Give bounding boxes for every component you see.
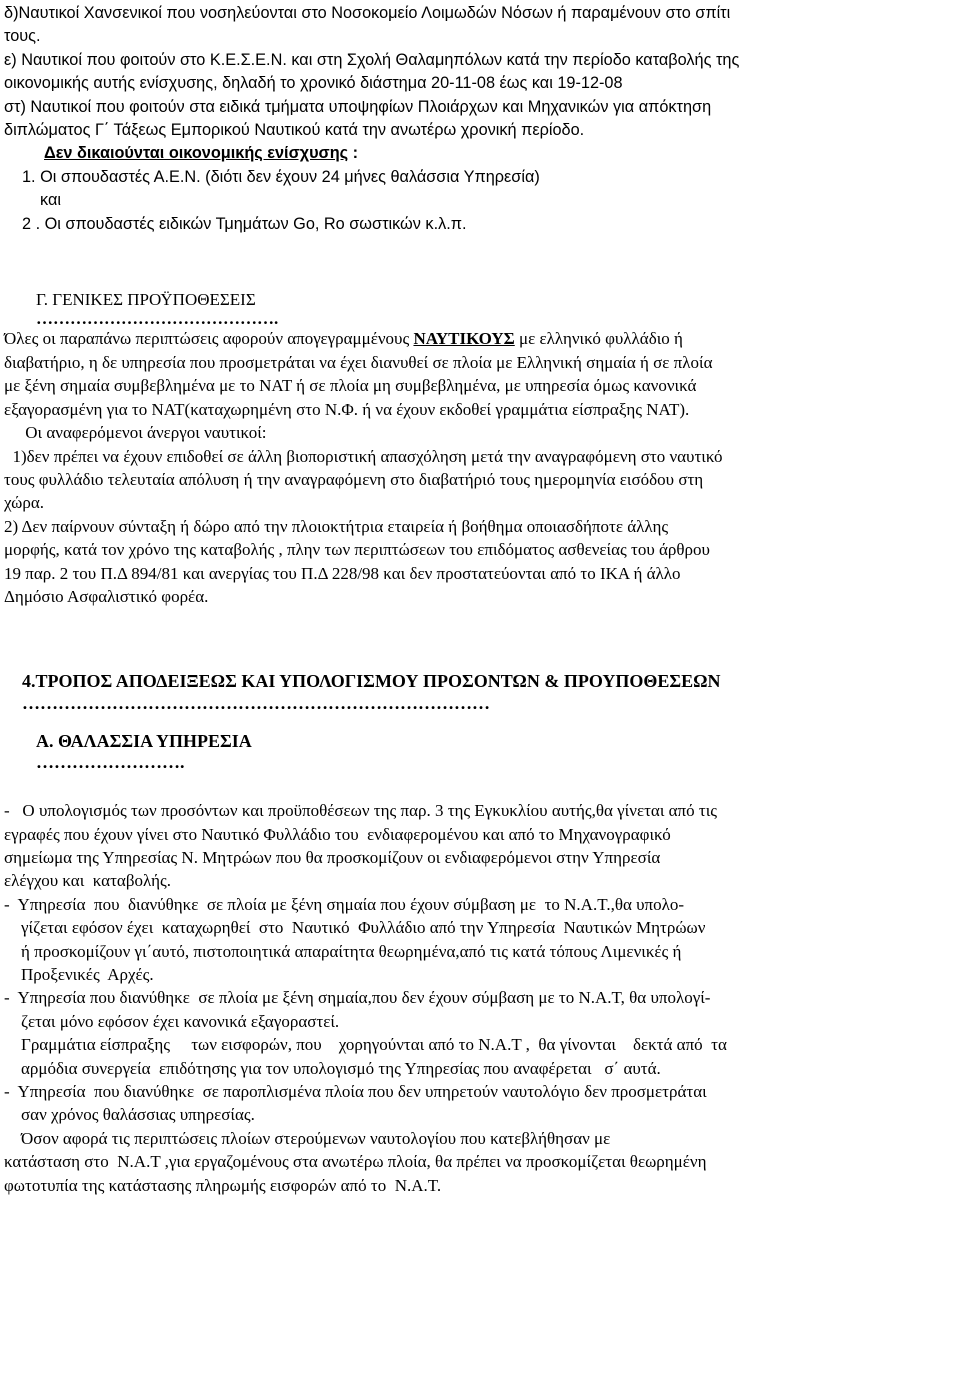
list-item: 2 . Οι σπουδαστές ειδικών Τμημάτων Go, Ro σωστικών κ.λ.π. xyxy=(22,214,467,233)
text-line: 1)δεν πρέπει να έχουν επιδοθεί σε άλλη βιοποριστική απασχόληση μετά την αναγραφόμενη στο ναυτικό xyxy=(4,446,723,466)
text-line: τους. xyxy=(4,27,41,46)
text-line: χώρα. xyxy=(4,493,45,513)
entitled-cases-block xyxy=(4,2,956,142)
text-line: μορφής, κατά τον χρόνο της καταβολής , πλην των περιπτώσεων του επιδόματος ασθενείας του άρθρου xyxy=(4,540,710,560)
text-line: γίζεται εφόσον έχει καταχωρηθεί στο Ναυτικό Φυλλάδιο από την Υπηρεσία Ναυτικών Μητρώων xyxy=(4,918,706,938)
text-line: οικονομικής αυτής ενίσχυσης, δηλαδή το χρονικό διάστημα 20-11-08 έως και 19-12-08 xyxy=(4,74,623,93)
text-line: εγραφές που έχουν γίνει στο Ναυτικό Φυλλάδιο του ενδιαφερομένου και από το Μηχανογραφικό xyxy=(4,824,671,844)
text-line: εξαγορασμένη για το ΝΑΤ(καταχωρημένη στο Ν.Φ. ή να έχουν εκδοθεί γραμμάτια είσπραξης ΝΑΤ). xyxy=(4,399,690,419)
sea-service-rules-block xyxy=(4,799,956,1197)
section-heading: 4.ΤΡΟΠΟΣ ΑΠΟΔΕΙΞΕΩΣ ΚΑΙ ΥΠΟΛΟΓΙΣΜΟΥ ΠΡΟΣΟΝΤΩΝ & ΠΡΟΥΠΟΘΕΣΕΩΝ xyxy=(22,671,721,692)
text-line: Δημόσιο Ασφαλιστικό φορέα. xyxy=(4,586,209,606)
not-entitled-heading: Δεν δικαιούνται οικονομικής ενίσχυσης xyxy=(44,144,349,163)
text-line: - Υπηρεσία που διανύθηκε σε πλοία με ξένη σημαία που έχουν σύμβαση με το Ν.Α.Τ.,θα υπολο- xyxy=(4,894,685,914)
text-line: σαν χρόνος θαλάσσιας υπηρεσίας. xyxy=(4,1105,255,1125)
text-line xyxy=(4,327,956,350)
text-line: διαβατήριο, η δε υπηρεσία που προσμετράται να έχει διανυθεί σε πλοία με Ελληνική σημαία ή σε πλοία xyxy=(4,352,713,372)
text-line: Οι αναφερόμενοι άνεργοι ναυτικοί: xyxy=(4,423,267,443)
text-line: - Υπηρεσία που διανύθηκε σε παροπλισμένα πλοία που δεν υπηρετούν ναυτολόγιο δεν προσμετράται xyxy=(4,1082,707,1102)
text-line: Γραμμάτια είσπραξης των εισφορών, που χορηγούνται από το Ν.Α.Τ , θα γίνονται δεκτά από τα xyxy=(4,1035,727,1055)
proof-method-section xyxy=(4,670,956,711)
text-line: 2) Δεν παίρνουν σύνταξη ή δώρο από την πλοιοκτήτρια εταιρεία ή βοήθημα οποιασδήποτε άλλης xyxy=(4,516,669,536)
text-line: διπλώματος Γ΄ Τάξεως Εμπορικού Ναυτικού κατά την ανωτέρω χρονική περίοδο. xyxy=(4,121,585,140)
text-line: δ)Ναυτικοί Χανσενικοί που νοσηλεύονται στο Νοσοκομείο Λοιμωδών Νόσων ή παραμένουν στο σπίτι xyxy=(4,4,731,22)
dotted-rule: ……………………. xyxy=(36,752,185,773)
list-item: 1. Οι σπουδαστές Α.Ε.Ν. (διότι δεν έχουν 24 μήνες θαλάσσια Υπηρεσία) xyxy=(22,167,540,186)
text-line: ζεται μόνο εφόσον έχει κανονικά εξαγοραστεί. xyxy=(4,1011,340,1031)
text-line: ε) Ναυτικοί που φοιτούν στο Κ.Ε.Σ.Ε.Ν. και στη Σχολή Θαλαμηπόλων κατά την περίοδο καταβολής της xyxy=(4,50,740,69)
text-line: με ξένη σημαία συμβεβλημένα με το ΝΑΤ ή σε πλοία μη συμβεβλημένα, με υπηρεσία όμως κανονικά xyxy=(4,376,697,396)
dotted-rule: …………………………………………………………………… xyxy=(22,692,490,713)
dotted-rule: ……………………………………. xyxy=(36,309,279,329)
text-line: σημείωμα της Υπηρεσίας Ν. Μητρώων που θα προσκομίζουν οι ενδιαφερόμενοι στην Υπηρεσία xyxy=(4,847,661,867)
text-line: - Ο υπολογισμός των προσόντων και προϋποθέσεων της παρ. 3 της Εγκυκλίου αυτής,θα γίνεται από τις xyxy=(4,801,718,821)
document-page xyxy=(4,2,956,1197)
text-line: Όσον αφορά τις περιπτώσεις πλοίων στερούμενων ναυτολογίου που κατεβλήθησαν με xyxy=(4,1128,611,1148)
emphasis-text: ΝΑΥΤΙΚΟΥΣ xyxy=(413,329,515,349)
text-line: Προξενικές Αρχές. xyxy=(4,965,154,984)
text-line: αρμόδια συνεργεία επιδότησης για τον υπολογισμό της Υπηρεσίας που αναφέρεται σ΄ αυτά. xyxy=(4,1058,661,1078)
text-line: ελέγχου και καταβολής. xyxy=(4,871,171,891)
text-line: 19 παρ. 2 του Π.Δ 894/81 και ανεργίας του Π.Δ 228/98 και δεν προστατεύονται από το ΙΚΑ ή άλλο xyxy=(4,563,681,583)
text-line: ή προσκομίζουν γι΄αυτό, πιστοποιητικά απαραίτητα θεωρημένα,από τις κατά τόπους Λιμενικές ή xyxy=(4,941,682,961)
sea-service-section xyxy=(4,730,956,771)
not-entitled-heading-line xyxy=(4,142,956,165)
text-line: - Υπηρεσία που διανύθηκε σε πλοία με ξένη σημαία,που δεν έχουν σύμβαση με το Ν.Α.Τ, θα υπολογί- xyxy=(4,988,711,1008)
text-line: κατάσταση στο Ν.Α.Τ ,για εργαζομένους στα ανωτέρω πλοία, θα πρέπει να προσκομίζεται θεωρημένη xyxy=(4,1152,707,1172)
section-heading: Α. ΘΑΛΑΣΣΙΑ ΥΠΗΡΕΣΙΑ xyxy=(36,730,252,751)
text-line: στ) Ναυτικοί που φοιτούν στα ειδικά τμήματα υποψηφίων Πλοιάρχων και Μηχανικών για απόκτηση xyxy=(4,97,712,116)
not-entitled-block xyxy=(4,142,956,236)
general-conditions-section xyxy=(4,288,956,608)
text-fragment: Όλες οι παραπάνω περιπτώσεις αφορούν απογεγραμμένους xyxy=(4,329,414,349)
heading-colon: : xyxy=(348,144,359,163)
section-heading: Γ. ΓΕΝΙΚΕΣ ΠΡΟΫΠΟΘΕΣΕΙΣ xyxy=(36,290,256,310)
text-line: τους φυλλάδιο τελευταία απόλυση ή την αναγραφόμενη στο διαβατήριό τους ημερομηνία εισόδου στη xyxy=(4,469,704,489)
text-fragment: με ελληνικό φυλλάδιο ή xyxy=(514,329,683,349)
conjunction: και xyxy=(40,191,61,210)
text-line: φωτοτυπία της κατάστασης πληρωμής εισφορών από το Ν.Α.Τ. xyxy=(4,1175,442,1195)
